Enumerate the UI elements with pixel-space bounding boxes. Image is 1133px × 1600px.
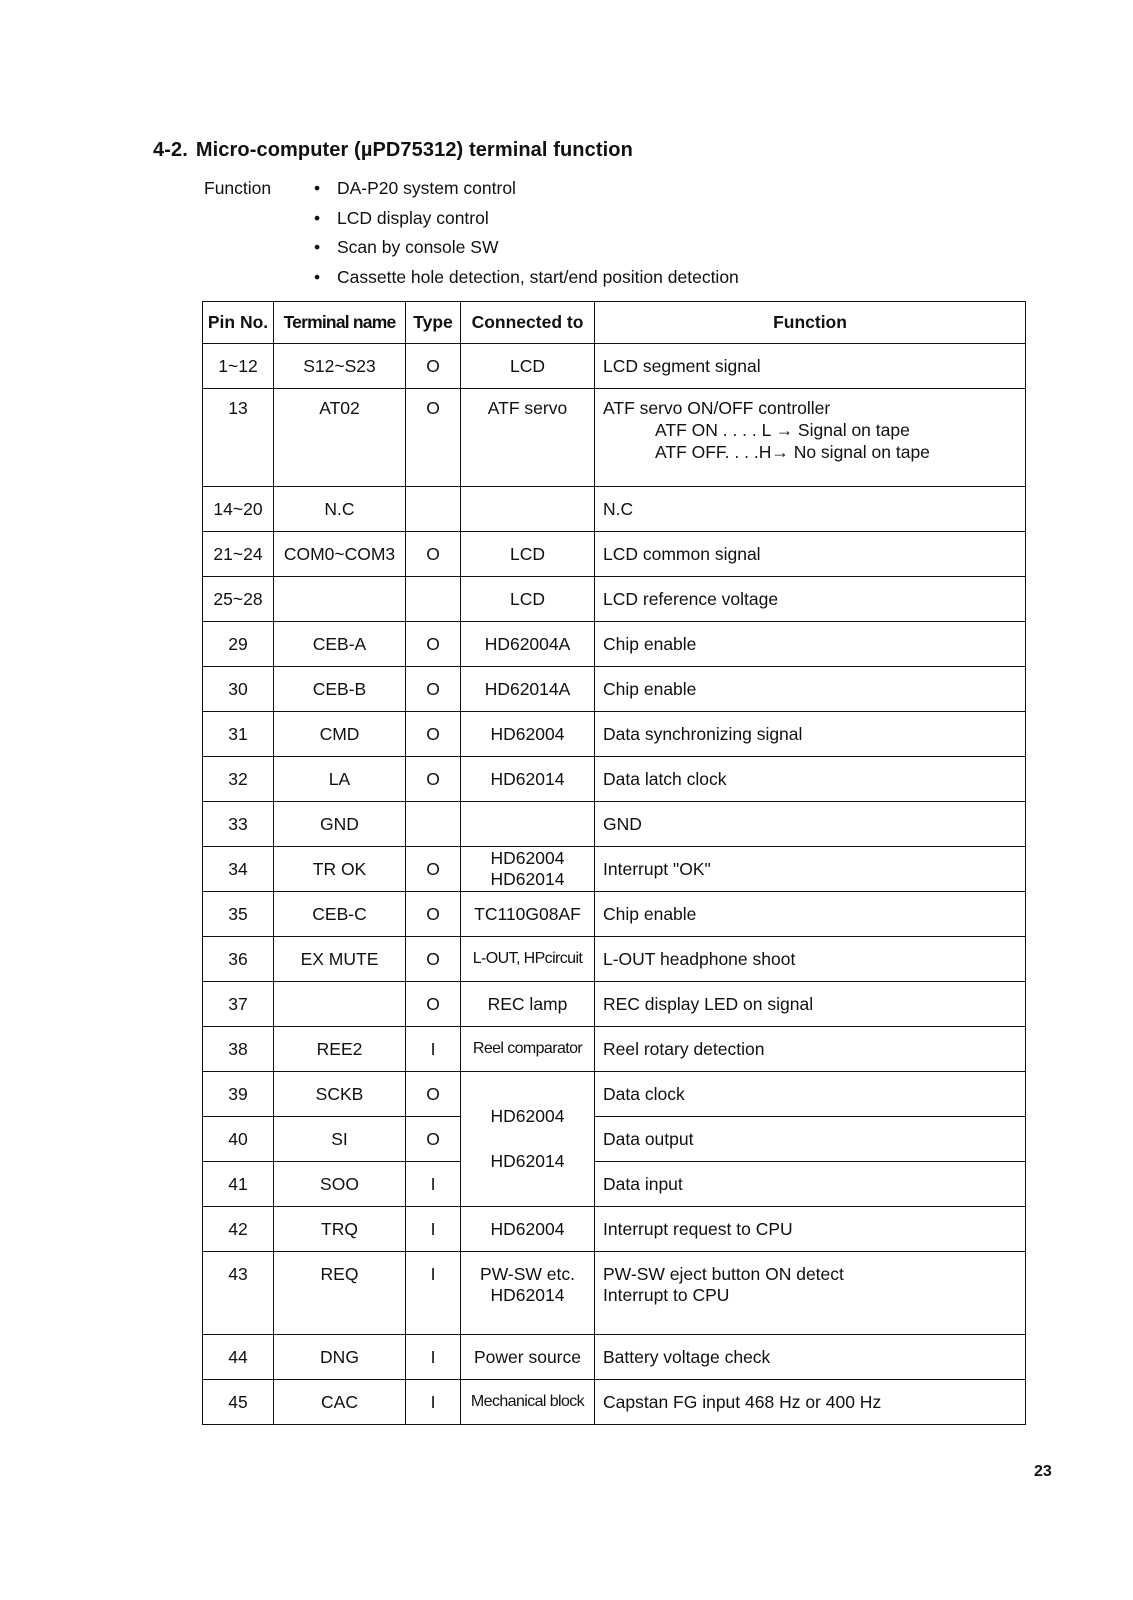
- terminal-cell: COM0~COM3: [274, 532, 406, 577]
- type-cell: [406, 802, 461, 847]
- function-bullet: • Scan by console SW: [314, 237, 499, 257]
- function-label: Function: [204, 178, 272, 198]
- function-cell: Reel rotary detection: [595, 1027, 1026, 1072]
- function-cell: N.C: [595, 487, 1026, 532]
- page-number: 23: [1034, 1463, 1052, 1480]
- type-cell: O: [406, 847, 461, 892]
- connected-cell: LCD: [461, 532, 595, 577]
- terminal-cell: EX MUTE: [274, 937, 406, 982]
- table-row: [203, 757, 1026, 802]
- terminal-cell: N.C: [274, 487, 406, 532]
- connected-cell: Power source: [461, 1335, 595, 1380]
- terminal-cell: REE2: [274, 1027, 406, 1072]
- connected-cell: HD62014: [461, 757, 595, 802]
- table-row: [203, 1380, 1026, 1425]
- type-cell: O: [406, 982, 461, 1027]
- pin-cell: 40: [203, 1117, 274, 1162]
- pin-cell: 42: [203, 1207, 274, 1252]
- type-cell: I: [406, 1252, 461, 1335]
- terminal-cell: SCKB: [274, 1072, 406, 1117]
- type-cell: O: [406, 622, 461, 667]
- connected-cell: REC lamp: [461, 982, 595, 1027]
- table-row: [203, 847, 1026, 892]
- header-terminal-name: Terminal name: [274, 302, 406, 344]
- connected-cell: [461, 487, 595, 532]
- function-cell: LCD common signal: [595, 532, 1026, 577]
- header-type: Type: [406, 302, 461, 344]
- connected-cell: ATF servo: [461, 389, 595, 487]
- pin-cell: 14~20: [203, 487, 274, 532]
- connected-cell-merged: HD62004 HD62014: [461, 1072, 595, 1207]
- function-cell: Data latch clock: [595, 757, 1026, 802]
- connected-cell: HD62004: [461, 712, 595, 757]
- function-cell: Chip enable: [595, 622, 1026, 667]
- table-row: [203, 487, 1026, 532]
- table-row: [203, 1162, 1026, 1207]
- terminal-cell: SOO: [274, 1162, 406, 1207]
- pin-cell: 41: [203, 1162, 274, 1207]
- function-cell: Data synchronizing signal: [595, 712, 1026, 757]
- terminal-cell: CEB-C: [274, 892, 406, 937]
- table-header-row: [203, 302, 1026, 344]
- table-row: [203, 1027, 1026, 1072]
- connected-cell: HD62004A: [461, 622, 595, 667]
- section-number: 4-2.: [153, 139, 188, 161]
- table-row: [203, 1117, 1026, 1162]
- connected-cell: HD62014A: [461, 667, 595, 712]
- pin-cell: 30: [203, 667, 274, 712]
- terminal-cell: AT02: [274, 389, 406, 487]
- terminal-cell: S12~S23: [274, 344, 406, 389]
- pin-cell: 1~12: [203, 344, 274, 389]
- terminal-cell: DNG: [274, 1335, 406, 1380]
- function-sub-line: ATF OFF. . . .H→ No signal on tape: [655, 442, 930, 462]
- function-cell: Data output: [595, 1117, 1026, 1162]
- function-cell: Data input: [595, 1162, 1026, 1207]
- connected-cell: PW-SW etc. HD62014: [461, 1252, 595, 1335]
- function-cell: Battery voltage check: [595, 1335, 1026, 1380]
- terminal-cell: TR OK: [274, 847, 406, 892]
- type-cell: I: [406, 1380, 461, 1425]
- terminal-cell: CMD: [274, 712, 406, 757]
- terminal-function-table: [202, 301, 1026, 1425]
- type-cell: I: [406, 1027, 461, 1072]
- function-cell: Capstan FG input 468 Hz or 400 Hz: [595, 1380, 1026, 1425]
- terminal-cell: GND: [274, 802, 406, 847]
- pin-cell: 44: [203, 1335, 274, 1380]
- type-cell: I: [406, 1335, 461, 1380]
- section-heading: [153, 139, 633, 162]
- function-bullet: • DA-P20 system control: [314, 178, 516, 198]
- function-cell: REC display LED on signal: [595, 982, 1026, 1027]
- pin-cell: 13: [203, 389, 274, 487]
- type-cell: O: [406, 892, 461, 937]
- connected-cell: Mechanical block: [461, 1380, 595, 1425]
- terminal-cell: [274, 982, 406, 1027]
- connected-cell: LCD: [461, 344, 595, 389]
- function-bullet: • LCD display control: [314, 207, 489, 228]
- table-row: [203, 937, 1026, 982]
- terminal-cell: CAC: [274, 1380, 406, 1425]
- table-row: [203, 802, 1026, 847]
- pin-cell: 37: [203, 982, 274, 1027]
- function-cell: GND: [595, 802, 1026, 847]
- pin-cell: 36: [203, 937, 274, 982]
- table-row: [203, 532, 1026, 577]
- connected-cell: L-OUT, HPcircuit: [461, 937, 595, 982]
- pin-cell: 43: [203, 1252, 274, 1335]
- type-cell: [406, 487, 461, 532]
- type-cell: O: [406, 667, 461, 712]
- pin-cell: 38: [203, 1027, 274, 1072]
- table-row: [203, 622, 1026, 667]
- type-cell: O: [406, 937, 461, 982]
- table-row: [203, 577, 1026, 622]
- connected-cell: HD62004: [461, 1207, 595, 1252]
- pin-cell: 34: [203, 847, 274, 892]
- section-title: Micro-computer (µPD75312) terminal function: [195, 139, 633, 161]
- function-cell: Chip enable: [595, 892, 1026, 937]
- function-cell: Interrupt request to CPU: [595, 1207, 1026, 1252]
- function-cell: L-OUT headphone shoot: [595, 937, 1026, 982]
- function-cell: LCD segment signal: [595, 344, 1026, 389]
- function-cell: PW-SW eject button ON detect Interrupt to CPU: [595, 1252, 1026, 1335]
- function-bullet-list: [314, 178, 739, 296]
- table-row: [203, 712, 1026, 757]
- function-bullet: • Cassette hole detection, start/end position detection: [314, 266, 739, 287]
- type-cell: [406, 577, 461, 622]
- terminal-cell: LA: [274, 757, 406, 802]
- terminal-cell: TRQ: [274, 1207, 406, 1252]
- type-cell: O: [406, 344, 461, 389]
- type-cell: O: [406, 1117, 461, 1162]
- pin-cell: 45: [203, 1380, 274, 1425]
- table-row: [203, 1072, 1026, 1117]
- pin-cell: 21~24: [203, 532, 274, 577]
- pin-cell: 29: [203, 622, 274, 667]
- type-cell: I: [406, 1162, 461, 1207]
- function-main-line: ATF servo ON/OFF controller: [603, 398, 831, 418]
- connected-cell: HD62004 HD62014: [461, 847, 595, 892]
- table-row: [203, 344, 1026, 389]
- table-row: [203, 982, 1026, 1027]
- terminal-cell: [274, 577, 406, 622]
- function-cell: LCD reference voltage: [595, 577, 1026, 622]
- function-cell: Interrupt "OK": [595, 847, 1026, 892]
- pin-cell: 31: [203, 712, 274, 757]
- table-row: [203, 1335, 1026, 1380]
- function-cell: Data clock: [595, 1072, 1026, 1117]
- table-row: [203, 1207, 1026, 1252]
- function-cell: [595, 389, 1026, 487]
- pin-cell: 32: [203, 757, 274, 802]
- function-cell: Chip enable: [595, 667, 1026, 712]
- function-sub-line: ATF ON . . . . L → Signal on tape: [655, 420, 910, 440]
- table-row: [203, 389, 1026, 487]
- bullet-glyph: •: [314, 266, 321, 287]
- table-row: [203, 892, 1026, 937]
- terminal-cell: SI: [274, 1117, 406, 1162]
- connected-cell: [461, 802, 595, 847]
- table-row: [203, 1252, 1026, 1335]
- terminal-cell: CEB-A: [274, 622, 406, 667]
- bullet-glyph: •: [314, 237, 321, 257]
- bullet-glyph: •: [314, 207, 321, 228]
- pin-cell: 33: [203, 802, 274, 847]
- header-function: Function: [595, 302, 1026, 344]
- bullet-glyph: •: [314, 178, 321, 198]
- type-cell: O: [406, 1072, 461, 1117]
- type-cell: O: [406, 532, 461, 577]
- header-connected-to: Connected to: [461, 302, 595, 344]
- terminal-cell: CEB-B: [274, 667, 406, 712]
- type-cell: O: [406, 712, 461, 757]
- pin-cell: 25~28: [203, 577, 274, 622]
- terminal-cell: REQ: [274, 1252, 406, 1335]
- connected-cell: LCD: [461, 577, 595, 622]
- pin-cell: 39: [203, 1072, 274, 1117]
- table-row: [203, 667, 1026, 712]
- header-pin-no: Pin No.: [203, 302, 274, 344]
- type-cell: I: [406, 1207, 461, 1252]
- connected-cell: Reel comparator: [461, 1027, 595, 1072]
- connected-cell: TC110G08AF: [461, 892, 595, 937]
- pin-cell: 35: [203, 892, 274, 937]
- type-cell: O: [406, 757, 461, 802]
- type-cell: O: [406, 389, 461, 487]
